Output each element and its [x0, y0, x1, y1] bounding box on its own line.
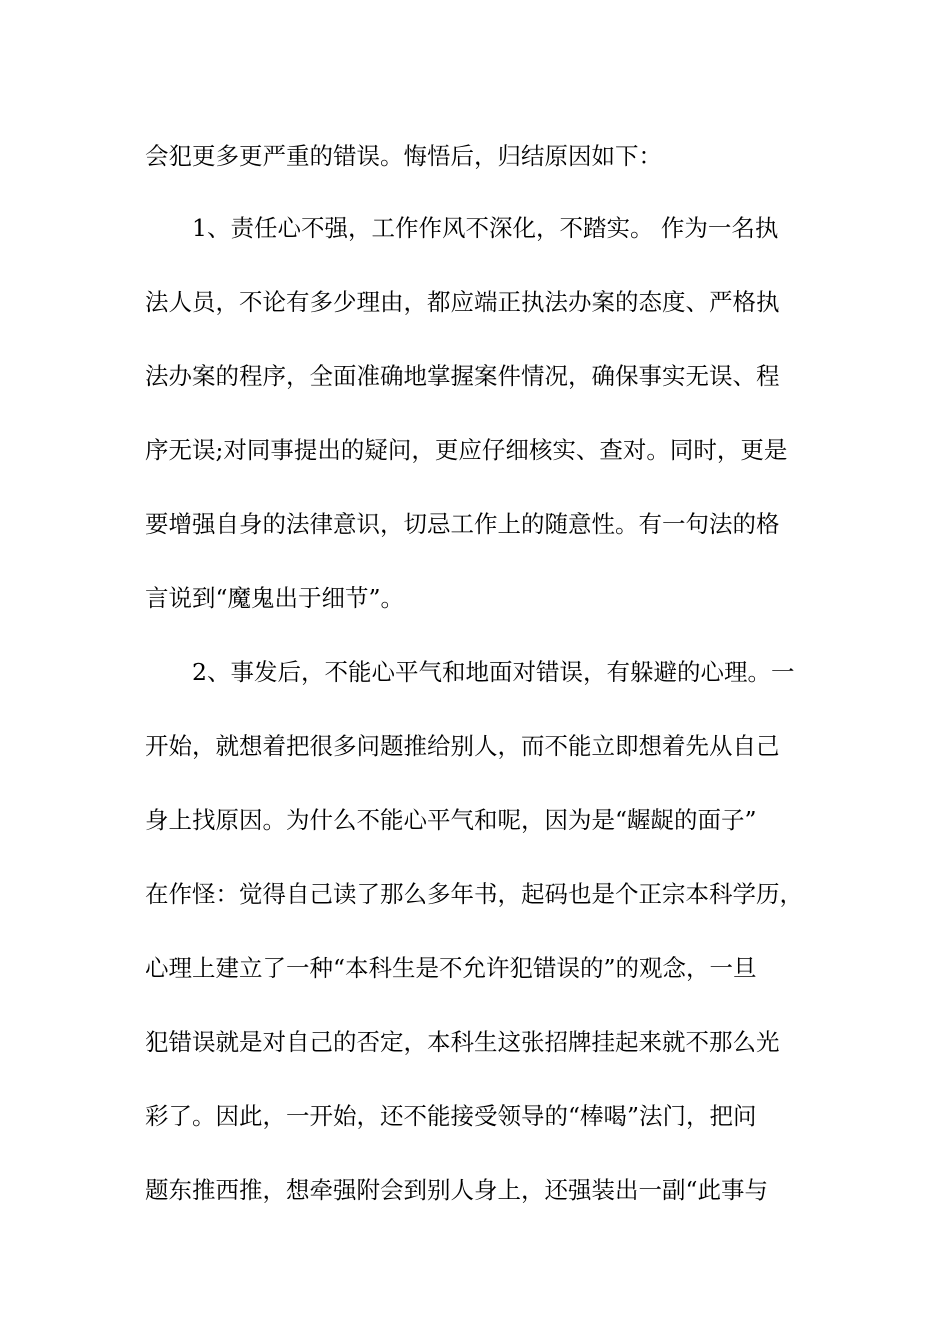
text-line: 1、责任心不强，工作作风不深化，不踏实。 作为一名执: [192, 214, 779, 242]
text-line: 会犯更多更严重的错误。悔悟后，归结原因如下：: [145, 142, 662, 170]
text-line: 法办案的程序，全面准确地掌握案件情况，确保事实无误、程: [145, 362, 780, 390]
text-line: 犯错误就是对自己的否定，本科生这张招牌挂起来就不那么光: [145, 1028, 780, 1056]
text-line: 言说到“魔鬼出于细节”。: [145, 584, 405, 612]
text-line: 开始，就想着把很多问题推给别人，而不能立即想着先从自己: [145, 732, 780, 760]
text-line: 在作怪：觉得自己读了那么多年书，起码也是个正宗本科学历，: [145, 880, 803, 908]
text-line: 法人员，不论有多少理由，都应端正执法办案的态度、严格执: [145, 288, 780, 316]
text-line: 彩了。因此，一开始，还不能接受领导的“棒喝”法门，把问: [145, 1102, 757, 1130]
text-line: 身上找原因。为什么不能心平气和呢，因为是“龌龊的面子”: [145, 806, 757, 834]
text-line: 心理上建立了一种“本科生是不允许犯错误的”的观念，一旦: [145, 954, 757, 982]
text-line: 题东推西推，想牵强附会到别人身上，还强装出一副“此事与: [145, 1176, 769, 1204]
text-line: 序无误;对同事提出的疑问，更应仔细核实、查对。同时，更是: [145, 436, 788, 464]
text-line: 要增强自身的法律意识，切忌工作上的随意性。有一句法的格: [145, 510, 780, 538]
text-line: 2、事发后，不能心平气和地面对错误，有躲避的心理。一: [192, 658, 795, 686]
